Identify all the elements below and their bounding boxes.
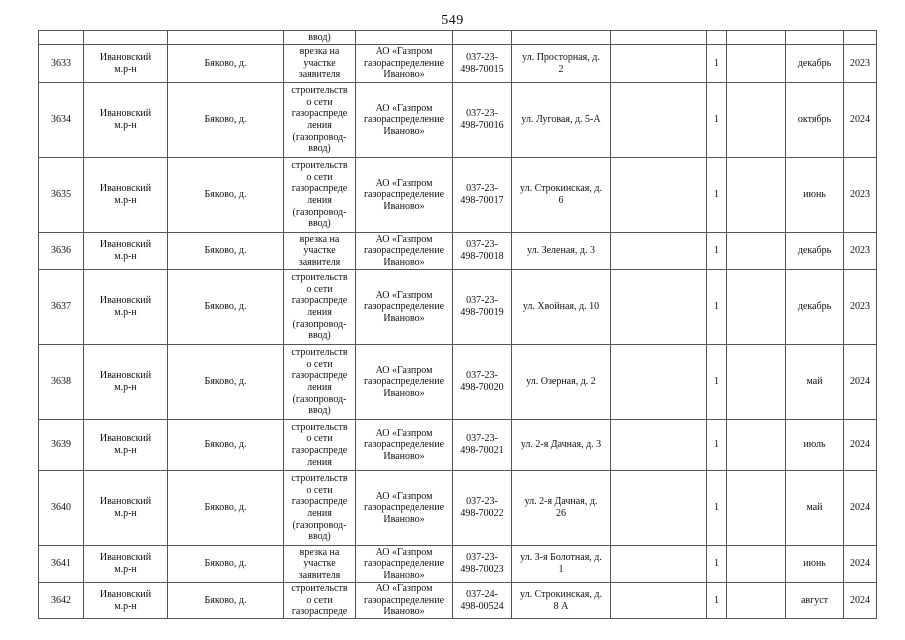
row-number-cell: 3641 [39,546,84,583]
month-cell: июль [786,420,844,471]
code-cell: 037-23- 498-70016 [453,83,512,158]
locality-cell: Бяково, д. [168,345,284,420]
row-number-cell: 3634 [39,83,84,158]
organization-cell: АО «Газпром газораспределение Иваново» [356,45,453,83]
district-cell: Ивановский м.р-н [84,345,168,420]
quantity-cell: 1 [707,45,727,83]
address-cell: ул. Просторная, д. 2 [512,45,611,83]
empty-cell [611,83,707,158]
table-row [39,233,877,270]
year-cell: 2023 [844,158,877,233]
address-cell: ул. 3-я Болотная, д. 1 [512,546,611,583]
row-number-cell: 3637 [39,270,84,345]
month-cell: август [786,583,844,619]
locality-cell: Бяково, д. [168,270,284,345]
quantity-cell: 1 [707,270,727,345]
work-type-cell: строительств о сети газораспреде ления (газопровод- ввод) [284,270,356,345]
organization-cell: АО «Газпром газораспределение Иваново» [356,233,453,270]
address-cell: ул. 2-я Дачная, д. 3 [512,420,611,471]
month-cell: май [786,345,844,420]
district-cell: Ивановский м.р-н [84,158,168,233]
work-type-cell: ввод) [284,31,356,45]
locality-cell: Бяково, д. [168,45,284,83]
district-cell: Ивановский м.р-н [84,583,168,619]
empty-cell [611,270,707,345]
address-cell: ул. Зеленая, д. 3 [512,233,611,270]
empty-cell [611,546,707,583]
empty-cell [727,45,786,83]
work-type-cell: строительств о сети газораспреде ления (газопровод- ввод) [284,471,356,546]
code-cell: 037-23- 498-70017 [453,158,512,233]
month-cell: октябрь [786,83,844,158]
month-cell: декабрь [786,270,844,345]
table-body [39,31,877,619]
organization-cell: АО «Газпром газораспределение Иваново» [356,583,453,619]
code-cell: 037-23- 498-70019 [453,270,512,345]
code-cell: 037-23- 498-70015 [453,45,512,83]
locality-cell: Бяково, д. [168,158,284,233]
organization-cell: АО «Газпром газораспределение Иваново» [356,420,453,471]
quantity-cell: 1 [707,471,727,546]
quantity-cell: 1 [707,420,727,471]
row-number-cell: 3638 [39,345,84,420]
year-cell: 2024 [844,471,877,546]
page-number: 549 [441,13,464,28]
work-type-cell: строительств о сети газораспреде ления (газопровод- ввод) [284,345,356,420]
locality-cell: Бяково, д. [168,420,284,471]
month-cell: июнь [786,546,844,583]
code-cell: 037-23- 498-70020 [453,345,512,420]
work-type-cell: врезка на участке заявителя [284,45,356,83]
table-row [39,45,877,83]
district-cell: Ивановский м.р-н [84,270,168,345]
code-cell: 037-24- 498-00524 [453,583,512,619]
empty-cell [611,420,707,471]
locality-cell: Бяково, д. [168,233,284,270]
locality-cell: Бяково, д. [168,546,284,583]
year-cell: 2024 [844,83,877,158]
address-cell: ул. Строкинская, д. 6 [512,158,611,233]
quantity-cell: 1 [707,546,727,583]
work-type-cell: строительств о сети газораспреде ления [284,420,356,471]
empty-cell [727,233,786,270]
empty-cell [611,45,707,83]
address-cell: ул. Хвойная, д. 10 [512,270,611,345]
locality-cell: Бяково, д. [168,583,284,619]
work-type-cell: строительств о сети газораспреде [284,583,356,619]
locality-cell: Бяково, д. [168,83,284,158]
empty-cell [727,83,786,158]
year-cell: 2024 [844,546,877,583]
year-cell: 2023 [844,270,877,345]
code-cell: 037-23- 498-70018 [453,233,512,270]
table-row [39,158,877,233]
code-cell: 037-23- 498-70022 [453,471,512,546]
empty-cell [727,270,786,345]
row-number-cell: 3635 [39,158,84,233]
district-cell: Ивановский м.р-н [84,83,168,158]
empty-cell [611,471,707,546]
organization-cell: АО «Газпром газораспределение Иваново» [356,270,453,345]
district-cell: Ивановский м.р-н [84,546,168,583]
quantity-cell: 1 [707,233,727,270]
empty-cell [727,546,786,583]
district-cell: Ивановский м.р-н [84,420,168,471]
organization-cell: АО «Газпром газораспределение Иваново» [356,158,453,233]
work-type-cell: врезка на участке заявителя [284,546,356,583]
address-cell: ул. 2-я Дачная, д. 26 [512,471,611,546]
work-type-cell: врезка на участке заявителя [284,233,356,270]
year-cell: 2023 [844,233,877,270]
code-cell: 037-23- 498-70023 [453,546,512,583]
address-cell: ул. Строкинская, д. 8 А [512,583,611,619]
locality-cell: Бяково, д. [168,471,284,546]
district-cell: Ивановский м.р-н [84,471,168,546]
empty-cell [611,583,707,619]
empty-cell [727,345,786,420]
year-cell: 2024 [844,345,877,420]
year-cell: 2023 [844,45,877,83]
table-row [39,420,877,471]
gas-connection-table [38,30,877,619]
empty-cell [611,345,707,420]
table-row [39,345,877,420]
table-row [39,270,877,345]
quantity-cell: 1 [707,83,727,158]
month-cell: июнь [786,158,844,233]
empty-cell [727,583,786,619]
organization-cell: АО «Газпром газораспределение Иваново» [356,471,453,546]
empty-cell [727,420,786,471]
work-type-cell: строительств о сети газораспреде ления (газопровод- ввод) [284,83,356,158]
year-cell: 2024 [844,583,877,619]
table-row [39,583,877,619]
table-row [39,83,877,158]
address-cell: ул. Луговая, д. 5-А [512,83,611,158]
month-cell: декабрь [786,233,844,270]
organization-cell: АО «Газпром газораспределение Иваново» [356,83,453,158]
organization-cell: АО «Газпром газораспределение Иваново» [356,345,453,420]
table-row [39,471,877,546]
row-number-cell: 3636 [39,233,84,270]
quantity-cell: 1 [707,345,727,420]
empty-cell [727,471,786,546]
month-cell: май [786,471,844,546]
table-row [39,546,877,583]
quantity-cell: 1 [707,158,727,233]
table-row-partial [39,31,877,45]
empty-cell [611,233,707,270]
row-number-cell: 3642 [39,583,84,619]
row-number-cell: 3633 [39,45,84,83]
month-cell: декабрь [786,45,844,83]
address-cell: ул. Озерная, д. 2 [512,345,611,420]
quantity-cell: 1 [707,583,727,619]
district-cell: Ивановский м.р-н [84,233,168,270]
code-cell: 037-23- 498-70021 [453,420,512,471]
year-cell: 2024 [844,420,877,471]
row-number-cell: 3639 [39,420,84,471]
empty-cell [727,158,786,233]
empty-cell [611,158,707,233]
organization-cell: АО «Газпром газораспределение Иваново» [356,546,453,583]
district-cell: Ивановский м.р-н [84,45,168,83]
row-number-cell: 3640 [39,471,84,546]
work-type-cell: строительств о сети газораспреде ления (газопровод- ввод) [284,158,356,233]
